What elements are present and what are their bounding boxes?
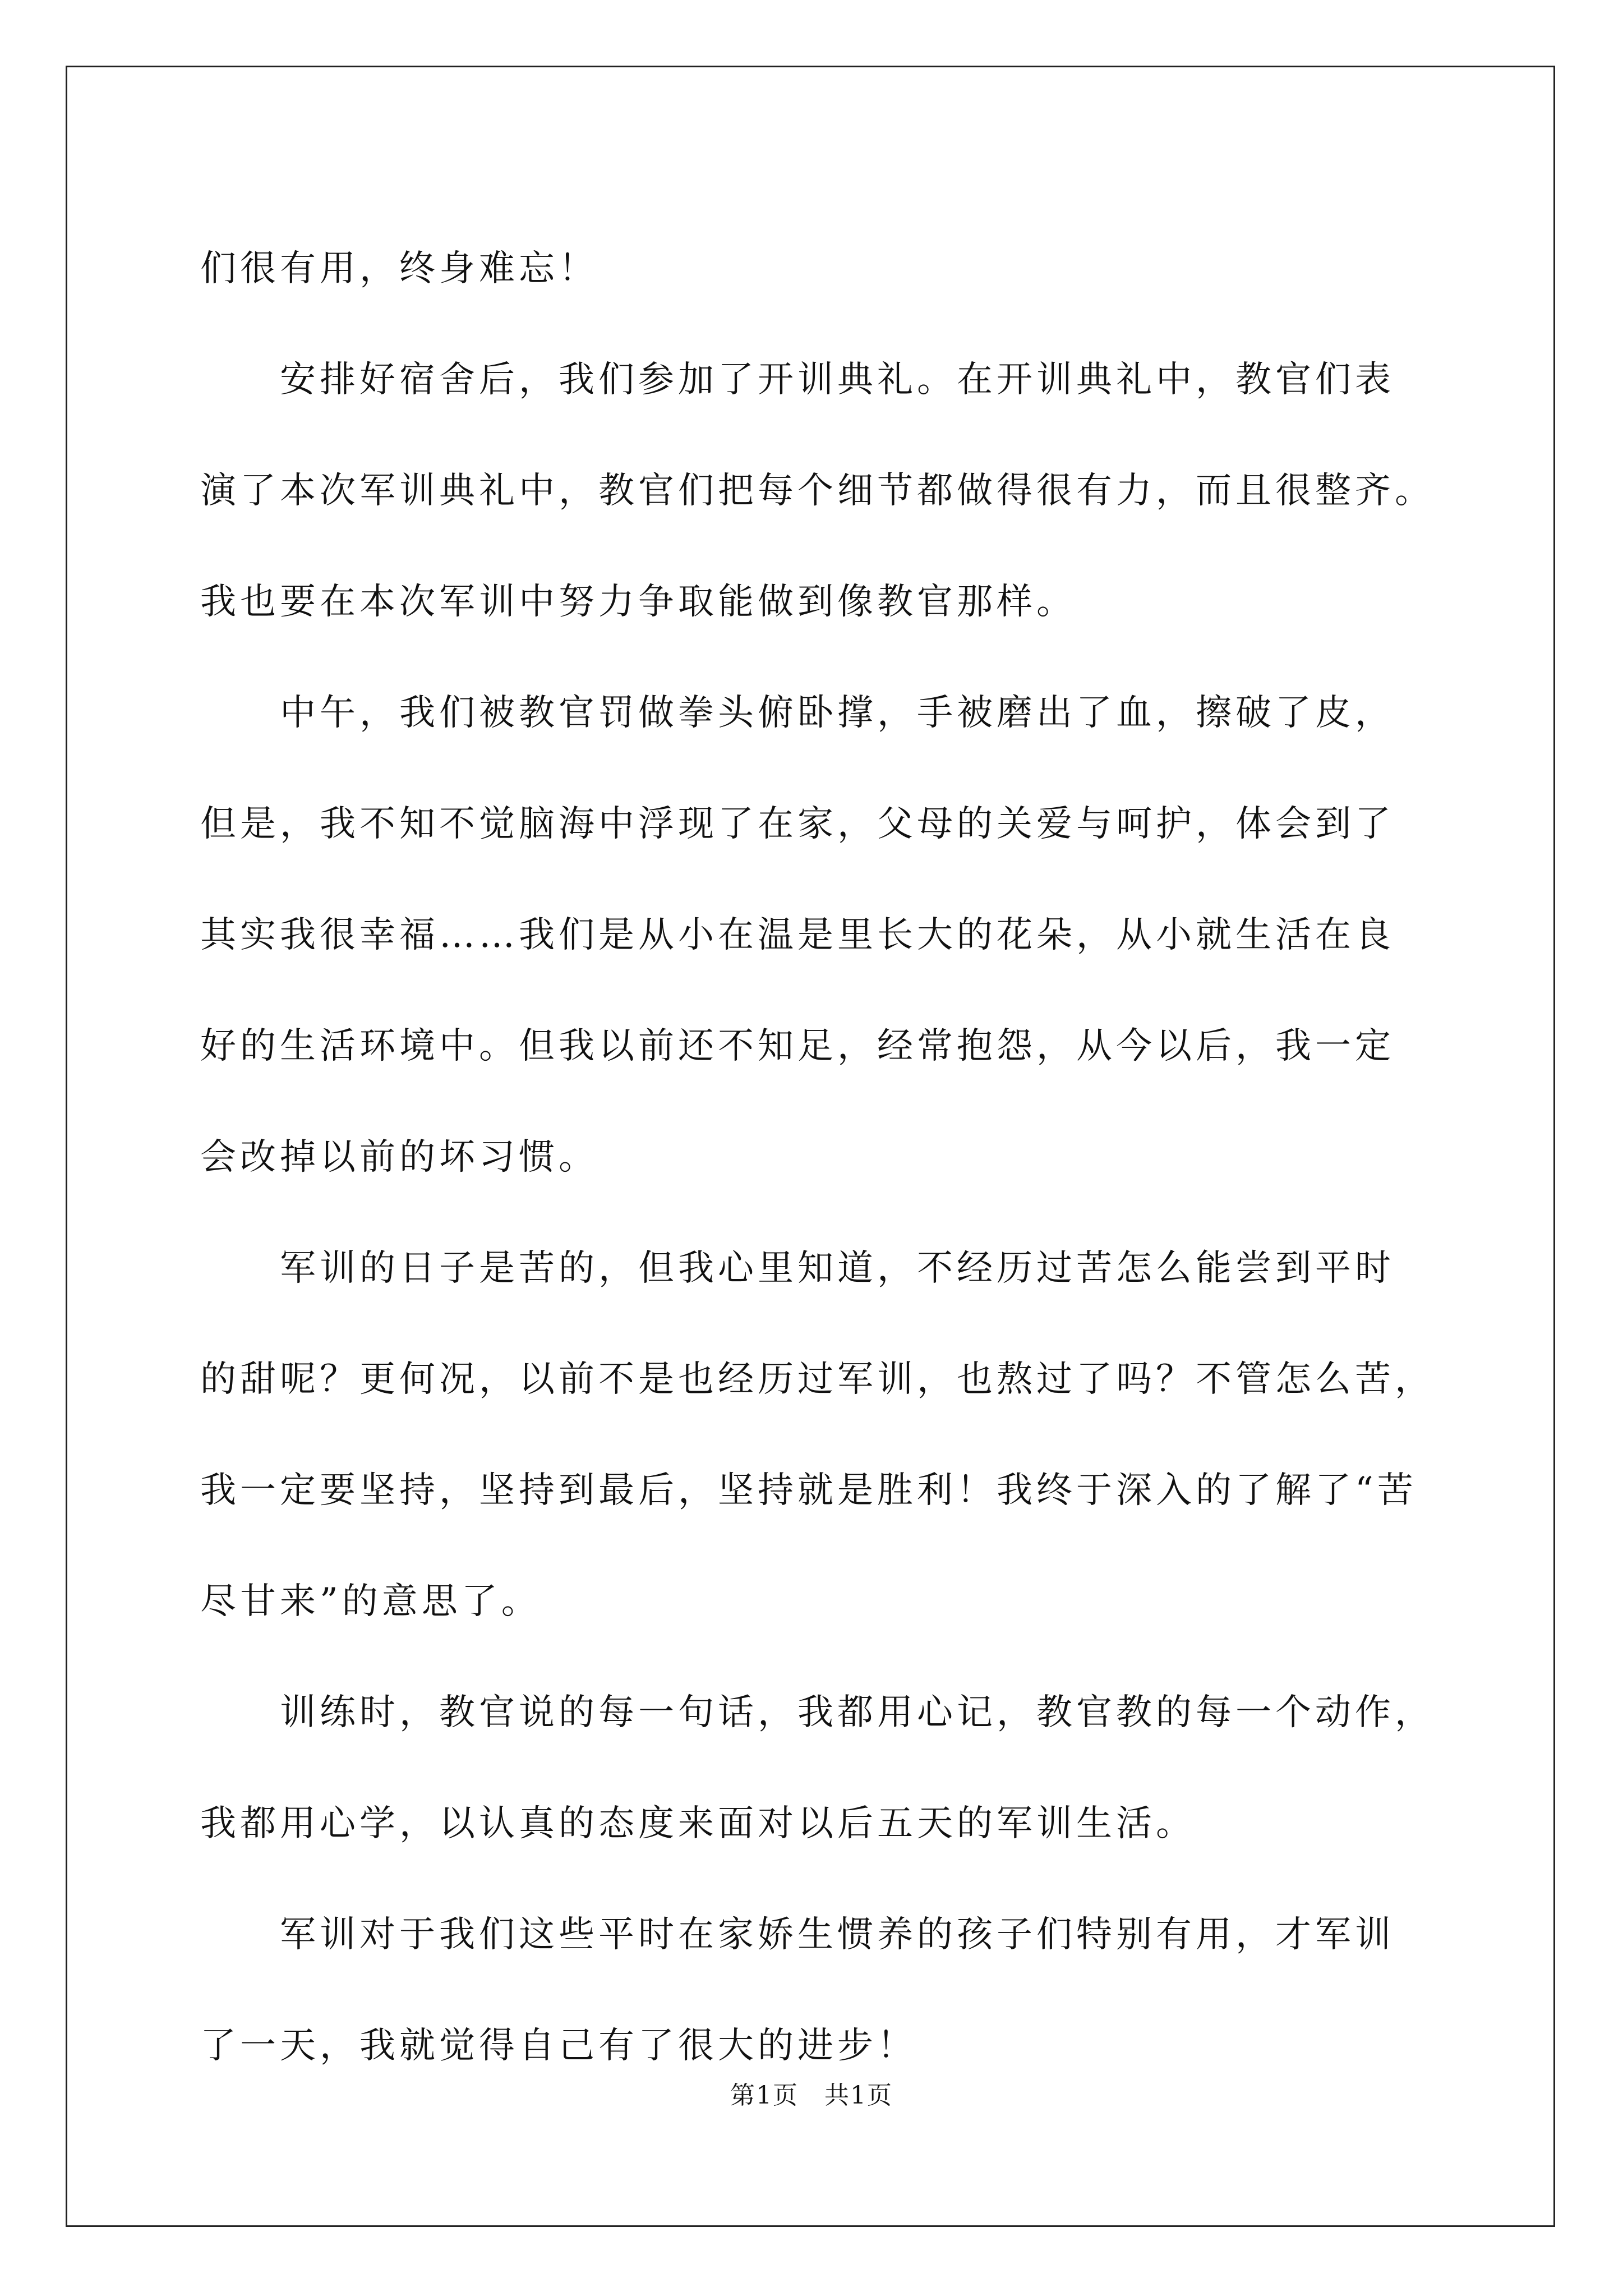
text-line: 了一天，我就觉得自己有了很大的进步！ <box>200 2025 917 2067</box>
text-line: 的甜呢？更何况，以前不是也经历过军训，也熬过了吗？不管怎么苦， <box>200 1359 1435 1400</box>
text-line: 但是，我不知不觉脑海中浮现了在家，父母的关爱与呵护，体会到了 <box>200 803 1395 845</box>
text-line: 好的生活环境中。但我以前还不知足，经常抱怨，从今以后，我一定 <box>200 1025 1395 1067</box>
text-line: 军训的日子是苦的，但我心里知道，不经历过苦怎么能尝到平时 <box>200 1248 1395 1289</box>
text-line: 我都用心学，以认真的态度来面对以后五天的军训生活。 <box>200 1803 1196 1844</box>
text-line: 我也要在本次军训中努力争取能做到像教官那样。 <box>200 581 1076 623</box>
text-line: 尽甘来”的意思了。 <box>200 1581 541 1622</box>
text-line: 军训对于我们这些平时在家娇生惯养的孩子们特别有用，才军训 <box>200 1914 1395 1955</box>
page-footer: 第1页 共1页 <box>730 2081 893 2110</box>
text-line: 中午，我们被教官罚做拳头俯卧撑，手被磨出了血，擦破了皮， <box>200 692 1395 734</box>
document-body <box>200 213 1451 2101</box>
text-line: 我一定要坚持，坚持到最后，坚持就是胜利！我终于深入的了解了“苦 <box>200 1470 1417 1511</box>
text-line: 们很有用，终身难忘！ <box>200 248 598 289</box>
text-line: 演了本次军训典礼中，教官们把每个细节都做得很有力，而且很整齐。 <box>200 470 1435 512</box>
text-line: 训练时，教官说的每一句话，我都用心记，教官教的每一个动作， <box>200 1692 1435 1733</box>
text-line: 安排好宿舍后，我们参加了开训典礼。在开训典礼中，教官们表 <box>200 359 1395 401</box>
text-line: 会改掉以前的坏习惯。 <box>200 1137 598 1178</box>
text-line: 其实我很幸福……我们是从小在温是里长大的花朵，从小就生活在良 <box>200 914 1395 956</box>
